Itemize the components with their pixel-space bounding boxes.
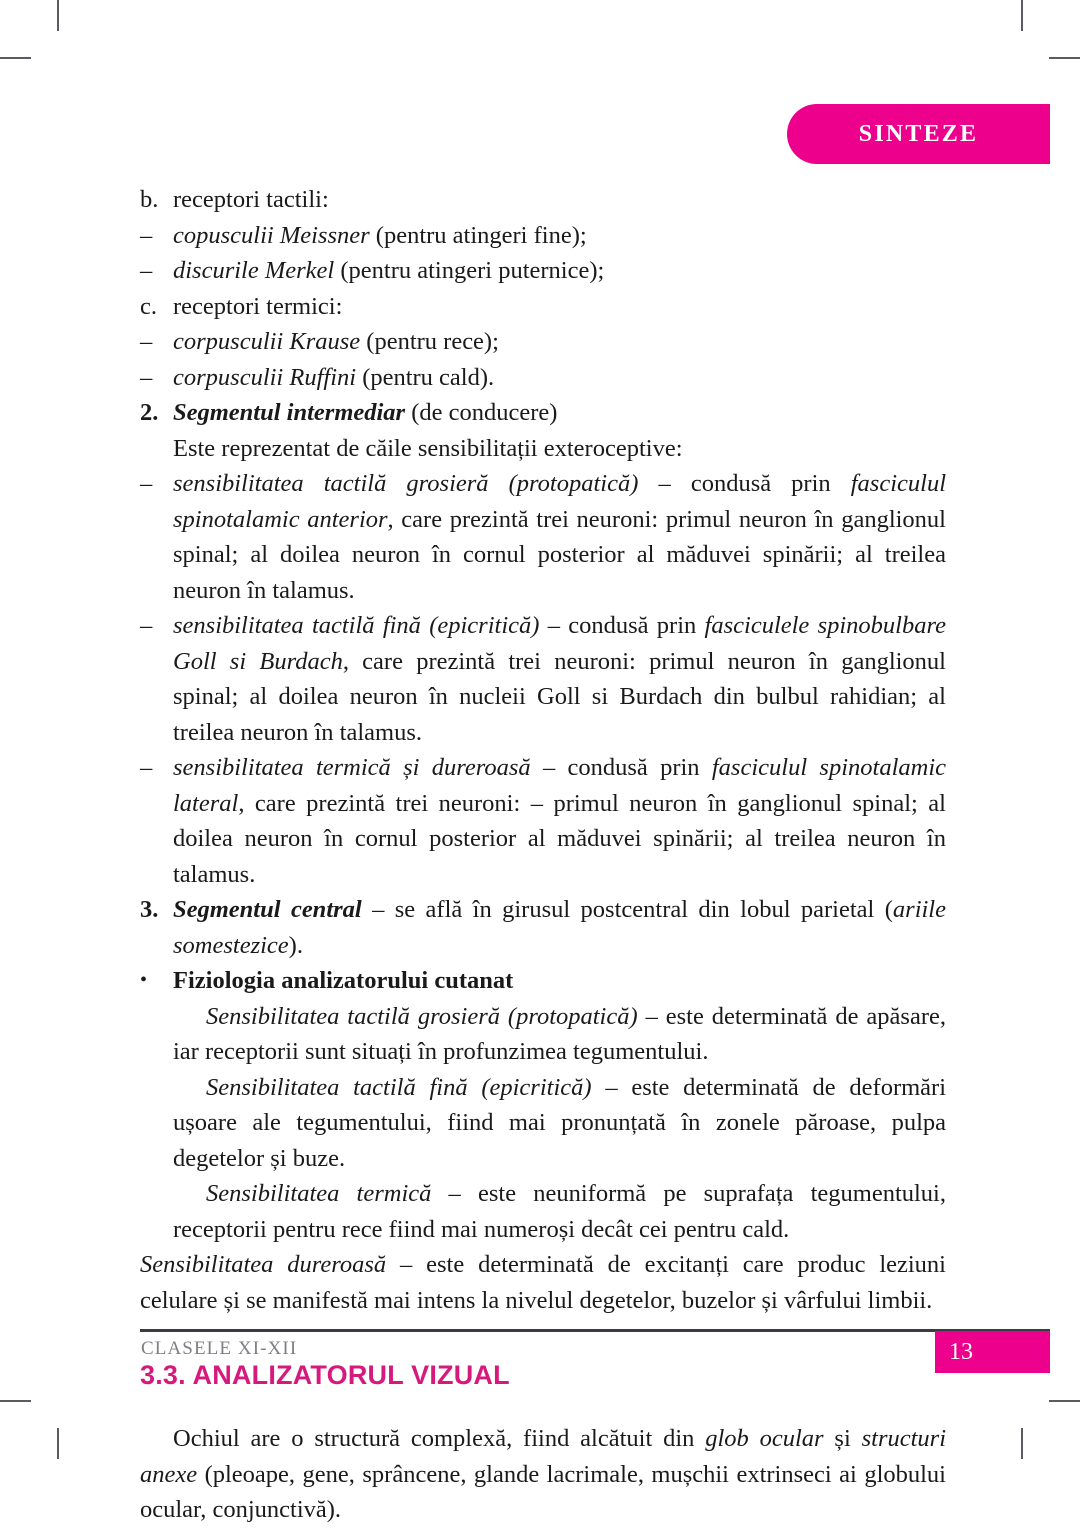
list-item: [140, 218, 946, 254]
list-item: [140, 289, 946, 325]
body-text-tail: ).: [288, 931, 303, 959]
list-item-text: [173, 218, 946, 254]
emphasis-lead: Sensibilitatea tactilă fină (epicritică): [206, 1073, 592, 1101]
list-item-text: receptori tactili:: [173, 186, 329, 213]
emphasis-term: ariile somestezice: [173, 896, 946, 959]
paragraph-dureroasa: [140, 1247, 946, 1318]
emphasis-lead: Sensibilitatea tactilă grosieră (protopatică): [206, 1002, 638, 1030]
page-number-badge: [935, 1331, 1050, 1373]
list-marker: 3.: [140, 896, 159, 923]
list-item-text: [173, 608, 946, 750]
list-item-text: [173, 253, 946, 289]
emphasis-lead: sensibilitatea tactilă fină (epicritică): [173, 612, 540, 639]
body-text: , care prezintă trei neuroni: primul neuron în ganglionul spinal; al doilea neuron în nucleii Goll si Burdach din bulbul rahidian; al treilea neuron în talamus.: [173, 647, 946, 746]
list-item-text: [173, 466, 946, 608]
emphasis-term: fasciculul spinotalamic lateral: [173, 754, 946, 817]
numbered-item-rest: (de conducere): [405, 399, 558, 426]
body-text: – este neuniformă pe suprafața tegumentului, receptorii pentru rece fiind mai numeroși decât cei pentru cald.: [173, 1180, 946, 1243]
list-item-paragraph: [140, 608, 946, 750]
bullet-item-label: Fiziologia analizatorului cutanat: [173, 967, 514, 994]
crop-mark-top-left-horizontal: [0, 57, 31, 59]
crop-mark-bottom-left-horizontal: [0, 1400, 31, 1402]
list-item-text: [173, 360, 946, 396]
crop-mark-top-right-horizontal: [1049, 57, 1080, 59]
emphasis-term: discurile Merkel: [173, 257, 335, 284]
crop-mark-top-right-vertical: [1021, 0, 1023, 31]
list-item-text: [173, 324, 946, 360]
body-text: – este determinată de apăsare, iar receptorii sunt situați în profunzimea tegumentului.: [173, 1002, 946, 1065]
emphasis-term: corpusculii Krause: [173, 328, 361, 355]
numbered-item-text: [173, 395, 946, 431]
list-marker: 2.: [140, 399, 159, 426]
connector-text: – condusă prin: [539, 612, 705, 639]
body-text: – se află în girusul postcentral din lobul parietal (: [361, 896, 893, 923]
body-text: , care prezintă trei neuroni: primul neuron în ganglionul spinal; al doilea neuron în cornul posterior al măduvei spinării; al treilea neuron în talamus.: [173, 505, 946, 604]
list-item: [140, 324, 946, 360]
emphasis-lead: Sensibilitatea termică: [206, 1180, 432, 1207]
emphasis-term: fasciculele spinobulbare Goll si Burdach: [173, 612, 946, 675]
list-marker: –: [140, 470, 153, 497]
list-item: [140, 253, 946, 289]
list-item-rest: (pentru rece);: [360, 328, 499, 355]
emphasis-lead: Sensibilitatea dureroasă: [140, 1251, 387, 1278]
list-marker: c.: [140, 292, 157, 320]
numbered-item-text: [173, 892, 946, 963]
emphasis-lead: sensibilitatea termică și dureroasă: [173, 754, 531, 781]
paragraph-protopatica: [173, 999, 946, 1070]
crop-mark-top-left-vertical: [57, 0, 59, 31]
intro-line: Este reprezentat de căile sensibilitații exteroceptive:: [173, 434, 683, 462]
footer-label: CLASELE XI-XII: [141, 1338, 298, 1359]
body-text: , care prezintă trei neuroni: – primul neuron în ganglionul spinal; al doilea neuron în cornul posterior al măduvei spinării; al treilea neuron în talamus.: [173, 789, 946, 888]
list-item: [140, 360, 946, 396]
crop-mark-bottom-left-vertical: [57, 1428, 59, 1459]
list-item-text: receptori termici:: [173, 292, 343, 320]
bullet-icon: •: [140, 969, 148, 991]
body-text: Ochiul are o structură complexă, fiind alcătuit din: [173, 1425, 706, 1452]
header-badge-label: SINTEZE: [858, 120, 979, 147]
segment-title: Segmentul intermediar: [173, 399, 406, 426]
emphasis-term: corpusculii Ruffini: [173, 363, 357, 391]
body-text-tail: (pleoape, gene, sprâncene, glande lacrimale, mușchii extrinseci ai globului ocular, conjunctivă).: [140, 1460, 946, 1523]
connector-text: și: [823, 1425, 862, 1452]
page-number: 13: [949, 1338, 973, 1365]
list-item-rest: (pentru atingeri fine);: [369, 221, 587, 249]
list-marker: b.: [140, 186, 159, 213]
footer-divider: [140, 1329, 1050, 1332]
list-item-rest: (pentru atingeri puternice);: [334, 257, 605, 284]
connector-text: – condusă prin: [638, 470, 851, 497]
section-heading: 3.3. ANALIZATORUL VIZUAL: [140, 1360, 510, 1390]
list-item-paragraph: [140, 466, 946, 608]
connector-text: – condusă prin: [530, 754, 712, 781]
list-item-paragraph: [140, 750, 946, 892]
emphasis-term-b: structuri anexe: [140, 1425, 947, 1488]
emphasis-term-a: glob ocular: [705, 1425, 824, 1452]
crop-mark-bottom-right-vertical: [1021, 1428, 1023, 1459]
page-content: [140, 182, 946, 1528]
paragraph-ochiul: [140, 1421, 946, 1528]
body-text: – este determinată de excitanți care produc leziuni celulare și se manifestă mai intens la nivelul degetelor, buzelor și vârfului limbii.: [140, 1251, 946, 1314]
list-item-rest: (pentru cald).: [356, 363, 495, 391]
crop-mark-bottom-right-horizontal: [1049, 1400, 1080, 1402]
list-marker: –: [140, 257, 153, 284]
list-marker: –: [140, 221, 153, 249]
paragraph-termica: [173, 1176, 946, 1247]
bullet-item-fiziologia: [140, 963, 946, 999]
body-text: – este determinată de deformări ușoare ale tegumentului, fiind mai pronunțată în zonele păroase, pulpa degetelor și buze.: [173, 1073, 947, 1172]
paragraph-epicritica: [173, 1070, 946, 1177]
numbered-item-2: [140, 395, 946, 431]
list-marker: –: [140, 328, 153, 355]
emphasis-term: fasciculul spinotalamic anterior: [173, 470, 947, 533]
list-item-text: [173, 750, 946, 892]
numbered-item-3: [140, 892, 946, 963]
list-item: [140, 182, 946, 218]
list-marker: –: [140, 612, 153, 639]
list-marker: –: [140, 363, 153, 391]
emphasis-lead: sensibilitatea tactilă grosieră (protopatică): [173, 470, 639, 497]
list-marker: –: [140, 754, 153, 781]
emphasis-term: copusculii Meissner: [173, 221, 370, 249]
header-badge: [787, 104, 1050, 164]
segment-title: Segmentul central: [173, 896, 362, 923]
